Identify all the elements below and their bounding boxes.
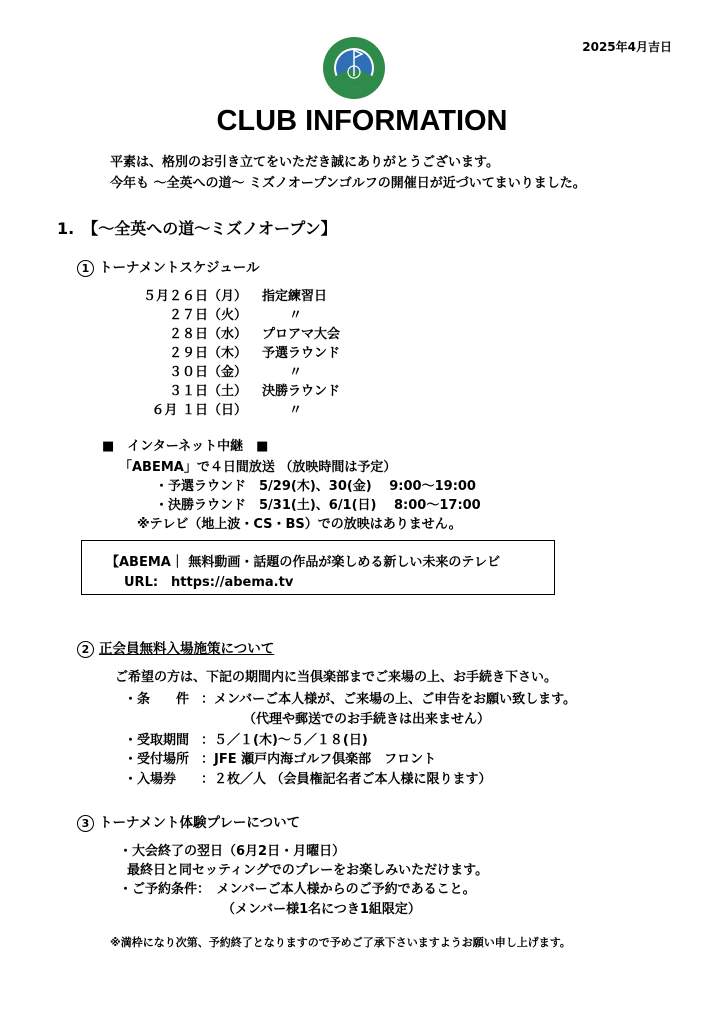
issue-date: 2025年4月吉日 (582, 40, 672, 54)
sub3-line-2: 最終日と同セッティングでのプレーをお楽しみいただけます。 (127, 863, 489, 878)
schedule-date: ３０日（金） (168, 365, 247, 380)
intro-line-2: 今年も ～全英への道～ ミズノオープンゴルフの開催日が近づいてまいりました。 (110, 176, 586, 191)
sub3-line-1: ・大会終了の翌日（6月2日・月曜日） (119, 844, 346, 859)
item-value: ：JFE 瀬戸内海ゴルフ倶楽部 フロント (201, 752, 437, 767)
schedule-date: ５月２６日（月） (142, 289, 247, 304)
internet-line-4: ※テレビ（地上波・CS・BS）での放映はありません。 (137, 517, 462, 532)
page-title: CLUB INFORMATION (216, 105, 508, 137)
schedule-date: ２９日（木） (168, 346, 247, 361)
schedule-date: ２７日（火） (168, 308, 247, 323)
schedule-event: 〃 (289, 403, 303, 418)
sub1-number: 1 (77, 260, 94, 277)
sub3-line-4: （メンバー様1名につき1組限定） (222, 902, 421, 917)
item-value: ：２枚／人 （会員権記名者ご本人様に限ります） (201, 772, 492, 787)
schedule-event: 予選ラウンド (262, 346, 341, 361)
item-value: （代理や郵送でのお手続きは出来ません） (243, 712, 491, 727)
sub3-heading (77, 811, 300, 832)
item-label: ・条 件 (124, 692, 190, 707)
item-label: ・受取期間 (124, 733, 190, 748)
schedule-date: ２８日（水） (168, 327, 247, 342)
schedule-event: プロアマ大会 (262, 327, 341, 342)
club-logo (322, 36, 386, 100)
schedule-event: 〃 (289, 365, 303, 380)
sub2-title: 正会員無料入場施策について (99, 641, 275, 657)
schedule-date: ６月 １日（日） (151, 403, 247, 418)
sub1-title: トーナメントスケジュール (99, 260, 260, 276)
internet-line-3: ・決勝ラウンド 5/31(土)、6/1(日) 8:00～17:00 (155, 498, 481, 513)
schedule-event: 決勝ラウンド (262, 384, 341, 399)
sub1-heading (77, 256, 260, 277)
sub3-number-badge: 3 (77, 815, 94, 832)
internet-line-2: ・予選ラウンド 5/29(木)、30(金) 9:00～19:00 (155, 479, 476, 494)
sub3-line-3: ・ご予約条件： メンバーご本人様からのご予約であること。 (119, 882, 476, 897)
internet-line-1: 「ABEMA」で４日間放送 （放映時間は予定） (119, 460, 397, 475)
item-value: ：５／１(木)～５／１８(日) (201, 733, 368, 748)
sub2-heading (77, 637, 274, 658)
item-value: ：メンバーご本人様が、ご来場の上、ご申告をお願い致します。 (201, 692, 577, 707)
item-label: ・受付場所 (124, 752, 190, 767)
sub2-lead: ご希望の方は、下記の期間内に当倶楽部までご来場の上、お手続き下さい。 (115, 670, 558, 685)
intro-line-1: 平素は、格別のお引き立てをいただき誠にありがとうございます。 (110, 155, 499, 170)
internet-heading: ■ インターネット中継 ■ (102, 439, 269, 454)
abema-url[interactable]: URL: https://abema.tv (124, 575, 294, 590)
sub2-number-badge: 2 (77, 641, 94, 658)
schedule-date: ３１日（土） (168, 384, 247, 399)
schedule-event: 〃 (289, 308, 303, 323)
sub3-title: トーナメント体験プレーについて (99, 815, 301, 831)
section-1-heading: 1. 【～全英への道～ミズノオープン】 (57, 219, 337, 238)
schedule-event: 指定練習日 (262, 289, 328, 304)
item-label: ・入場券 (124, 772, 177, 787)
footnote: ※満枠になり次第、予約終了となりますので予めご了承下さいますようお願い申し上げます。 (110, 936, 571, 949)
abema-box-line-1: 【ABEMA｜ 無料動画・話題の作品が楽しめる新しい未来のテレビ (106, 555, 501, 570)
